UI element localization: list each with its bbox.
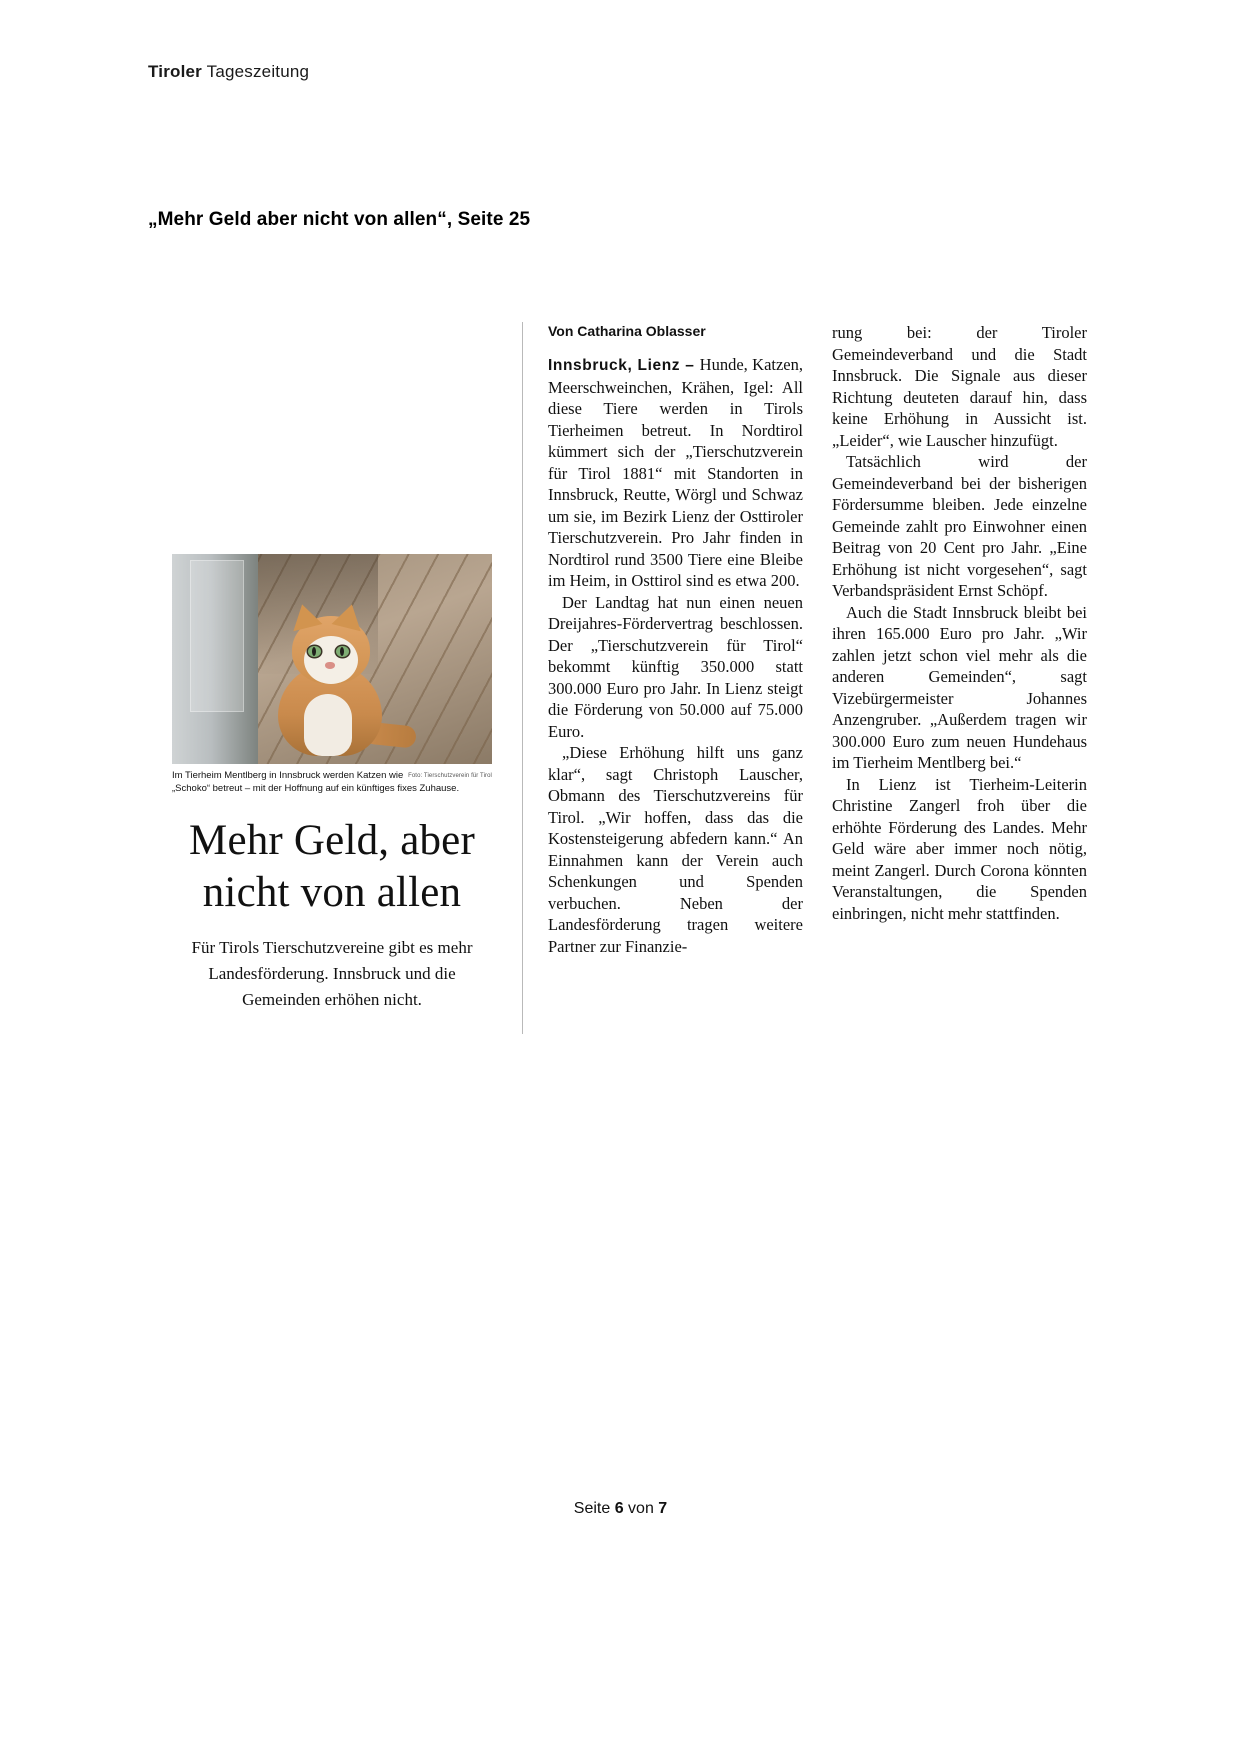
article-lead-paragraph	[548, 354, 803, 592]
article-dateline: Innsbruck, Lienz –	[548, 357, 700, 374]
article-paragraph: Auch die Stadt Innsbruck bleibt bei ihren 165.000 Euro pro Jahr. „Wir zahlen jetzt schon viel mehr als die anderen Gemeinden“, sagt Vizebürgermeister Johannes Anzengruber. „Außerdem tragen wir 300.000 Euro zum neuen Hundehaus im Tierheim Mentlberg bei.“	[832, 602, 1087, 772]
cat-pupil-right	[340, 647, 344, 656]
cat-chest	[304, 694, 352, 756]
footer-middle: von	[623, 1500, 659, 1517]
photo-door-panel	[190, 560, 244, 712]
newspaper-clipping	[148, 322, 1093, 1042]
column-divider	[522, 322, 523, 1034]
article-byline: Von Catharina Oblasser	[548, 323, 706, 339]
photo-credit: Foto: Tierschutzverein für Tirol	[408, 773, 492, 779]
article-column-3	[832, 322, 1087, 924]
cat-pupil-left	[312, 647, 316, 656]
article-paragraph: Tatsächlich wird der Gemeindeverband bei der bisherigen Fördersumme bleiben. Jede einzelne Gemeinde zahlt pro Einwohner einen Beitrag von 20 Cent pro Jahr. „Eine Erhöhung ist nicht vorgesehen“, sagt Verbandspräsident Ernst Schöpf.	[832, 452, 1087, 600]
footer-total-pages: 7	[658, 1500, 668, 1517]
footer-prefix: Seite	[573, 1500, 615, 1517]
article-paragraph: „Diese Erhöhung hilft uns ganz klar“, sagt Christoph Lauscher, Obmann des Tierschutzvereins für Tirol. „Wir hoffen, dass das die Kostensteigerung abfedern kann.“ An Einnahmen kann der Verein auch Schenkungen und Spenden verbuchen. Neben der Landesförderung tragen weitere Partner zur Finanzie-	[548, 743, 803, 956]
photo-caption	[172, 770, 492, 795]
photo-door	[172, 554, 258, 764]
article-lead-text: Hunde, Katzen, Meerschweinchen, Krähen, Igel: All diese Tiere werden in Tirols Tierheimen betreut. In Nordtirol kümmert sich der „Tierschutzverein für Tirol 1881“ mit Standorten in Innsbruck, Reutte, Wörgl und Schwaz um sie, im Bezirk Lienz der Osttiroler Tierschutzverein. Pro Jahr finden in Nordtirol rund 3500 Tiere eine Bleibe im Heim, in Osttirol sind es etwa 200.	[548, 355, 803, 590]
article-paragraph: In Lienz ist Tierheim-Leiterin Christine Zangerl froh über die erhöhte Förderung des Landes. Mehr Geld wäre aber immer noch nötig, meint Zangerl. Durch Corona könnten Veranstaltungen, die Spenden einbringen, nicht mehr stattfinden.	[832, 774, 1087, 923]
cat-nose	[325, 662, 335, 669]
page-footer	[0, 1500, 1241, 1518]
article-photo	[172, 554, 492, 764]
masthead	[148, 62, 309, 82]
article-paragraph: rung bei: der Tiroler Gemeindeverband und die Stadt Innsbruck. Die Signale aus dieser Richtung deuteten darauf hin, dass keine Erhöhung in Aussicht ist. „Leider“, wie Lauscher hinzufügt.	[832, 323, 1087, 450]
clipping-left-column	[172, 554, 492, 1013]
photo-caption-text: Im Tierheim Mentlberg in Innsbruck werden Katzen wie „Schoko“ betreut – mit der Hoffnung auf ein künftiges fixes Zuhause.	[172, 770, 460, 794]
cat-photo-subject	[268, 602, 396, 758]
article-column-2	[548, 322, 803, 957]
masthead-brand-bold: Tiroler	[148, 62, 202, 81]
footer-current-page: 6	[614, 1500, 624, 1517]
cat-face	[304, 636, 358, 684]
article-display-headline: Mehr Geld, aber nicht von allen	[189, 817, 475, 916]
masthead-brand-rest: Tageszeitung	[202, 62, 310, 81]
article-paragraph: Der Landtag hat nun einen neuen Dreijahres-Fördervertrag beschlossen. Der „Tierschutzverein für Tirol“ bekommt künftig 350.000 statt 300.000 Euro pro Jahr. In Lienz steigt die Förderung von 50.000 auf 75.000 Euro.	[548, 592, 803, 741]
article-standfirst: Für Tirols Tierschutzvereine gibt es mehr Landesförderung. Innsbruck und die Gemeinden erhöhen nicht.	[191, 938, 473, 1009]
page-title: „Mehr Geld aber nicht von allen“, Seite 25	[148, 209, 531, 230]
